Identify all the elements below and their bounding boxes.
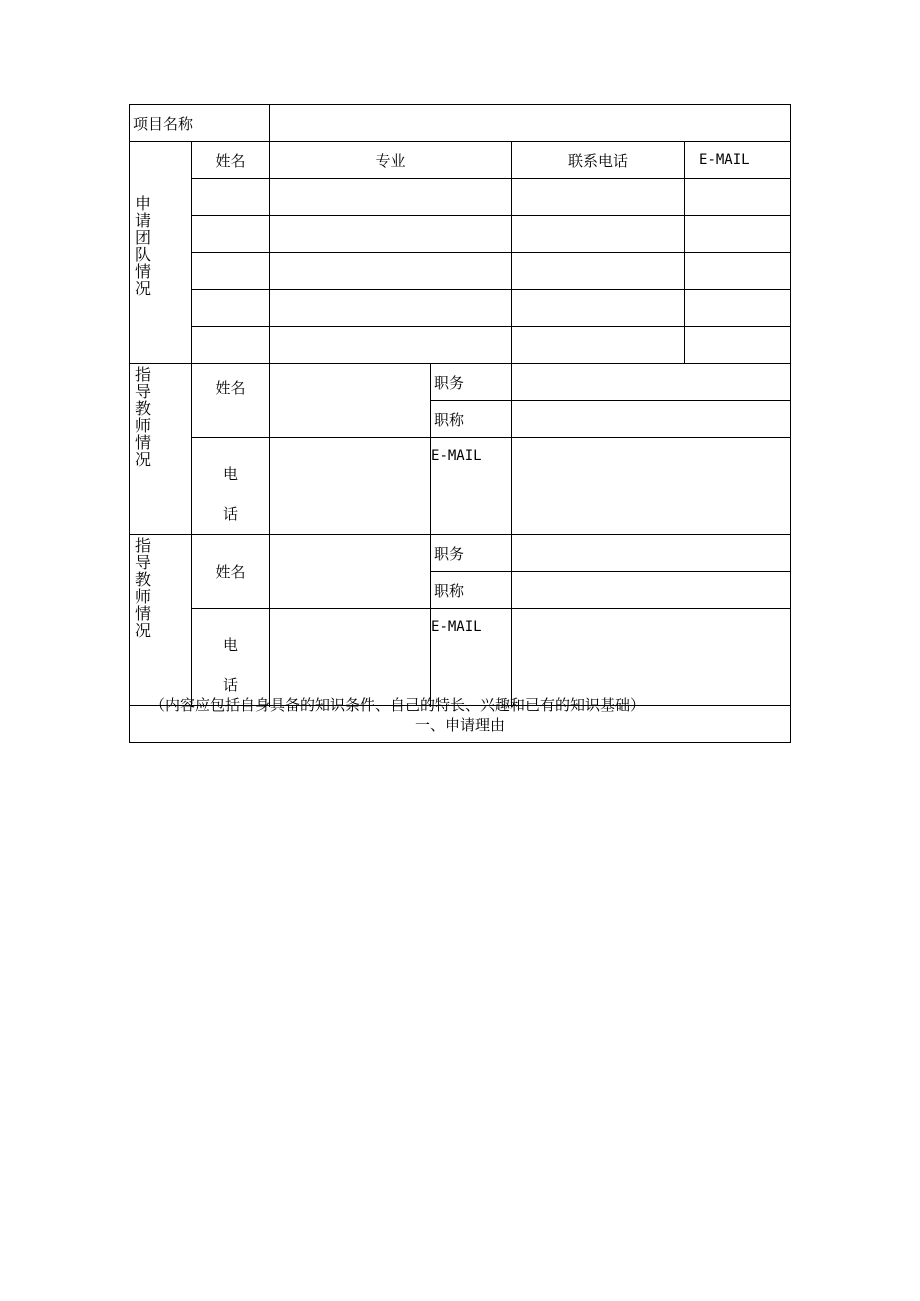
team-major-header: 专业 bbox=[270, 142, 512, 179]
team-name-header: 姓名 bbox=[192, 142, 270, 179]
advisor-2-position-row bbox=[130, 535, 791, 572]
advisor-2-position-field[interactable] bbox=[512, 535, 791, 572]
team-member-phone-field[interactable] bbox=[512, 179, 685, 216]
team-email-header: E-MAIL bbox=[685, 142, 791, 179]
advisor-1-phone-field[interactable] bbox=[270, 438, 431, 535]
team-member-name-field[interactable] bbox=[192, 327, 270, 364]
advisor-2-title-label: 职称 bbox=[431, 572, 512, 609]
advisor-1-phone-label: 电话 bbox=[192, 438, 270, 535]
advisor-1-contact-row bbox=[130, 438, 791, 535]
team-member-name-field[interactable] bbox=[192, 253, 270, 290]
advisor-1-email-label: E-MAIL bbox=[431, 438, 512, 535]
team-member-phone-field[interactable] bbox=[512, 253, 685, 290]
advisor-2-phone-label: 电话 bbox=[192, 609, 270, 706]
reason-instruction-note: （内容应包括自身具备的知识条件、自己的特长、兴趣和已有的知识基础） bbox=[150, 696, 646, 714]
advisor-1-section-label: 指导教师情况 bbox=[130, 364, 192, 535]
team-member-phone-field[interactable] bbox=[512, 327, 685, 364]
advisor-2-name-label: 姓名 bbox=[192, 535, 270, 609]
team-member-email-field[interactable] bbox=[685, 290, 791, 327]
advisor-2-name-field[interactable] bbox=[270, 535, 431, 609]
project-name-field[interactable] bbox=[270, 105, 791, 142]
team-header-row bbox=[130, 142, 791, 179]
team-member-phone-field[interactable] bbox=[512, 216, 685, 253]
team-section-label: 申请团队情况 bbox=[130, 142, 192, 364]
advisor-1-email-field[interactable] bbox=[512, 438, 791, 535]
team-member-name-field[interactable] bbox=[192, 290, 270, 327]
team-member-name-field[interactable] bbox=[192, 216, 270, 253]
advisor-2-contact-row bbox=[130, 609, 791, 706]
project-row bbox=[130, 105, 791, 142]
team-member-row bbox=[130, 327, 791, 364]
team-member-major-field[interactable] bbox=[270, 290, 512, 327]
advisor-2-position-label: 职务 bbox=[431, 535, 512, 572]
reason-heading: 一、申请理由 bbox=[130, 706, 791, 743]
advisor-1-title-field[interactable] bbox=[512, 401, 791, 438]
team-member-major-field[interactable] bbox=[270, 179, 512, 216]
team-member-phone-field[interactable] bbox=[512, 290, 685, 327]
advisor-1-name-field[interactable] bbox=[270, 364, 431, 438]
team-member-major-field[interactable] bbox=[270, 253, 512, 290]
advisor-1-position-field[interactable] bbox=[512, 364, 791, 401]
advisor-2-section-label: 指导教师情况 bbox=[130, 535, 192, 706]
team-member-row bbox=[130, 290, 791, 327]
application-form-table bbox=[129, 104, 791, 743]
advisor-2-email-label: E-MAIL bbox=[431, 609, 512, 706]
advisor-2-email-field[interactable] bbox=[512, 609, 791, 706]
team-member-name-field[interactable] bbox=[192, 179, 270, 216]
team-member-major-field[interactable] bbox=[270, 327, 512, 364]
team-member-row bbox=[130, 253, 791, 290]
team-member-email-field[interactable] bbox=[685, 216, 791, 253]
team-member-row bbox=[130, 216, 791, 253]
advisor-1-title-label: 职称 bbox=[431, 401, 512, 438]
advisor-1-position-row bbox=[130, 364, 791, 401]
team-phone-header: 联系电话 bbox=[512, 142, 685, 179]
advisor-1-name-label: 姓名 bbox=[192, 364, 270, 438]
team-member-email-field[interactable] bbox=[685, 327, 791, 364]
project-name-label: 项目名称 bbox=[130, 105, 270, 142]
advisor-2-title-field[interactable] bbox=[512, 572, 791, 609]
team-member-email-field[interactable] bbox=[685, 253, 791, 290]
team-member-major-field[interactable] bbox=[270, 216, 512, 253]
team-member-email-field[interactable] bbox=[685, 179, 791, 216]
advisor-1-position-label: 职务 bbox=[431, 364, 512, 401]
team-member-row bbox=[130, 179, 791, 216]
advisor-2-phone-field[interactable] bbox=[270, 609, 431, 706]
